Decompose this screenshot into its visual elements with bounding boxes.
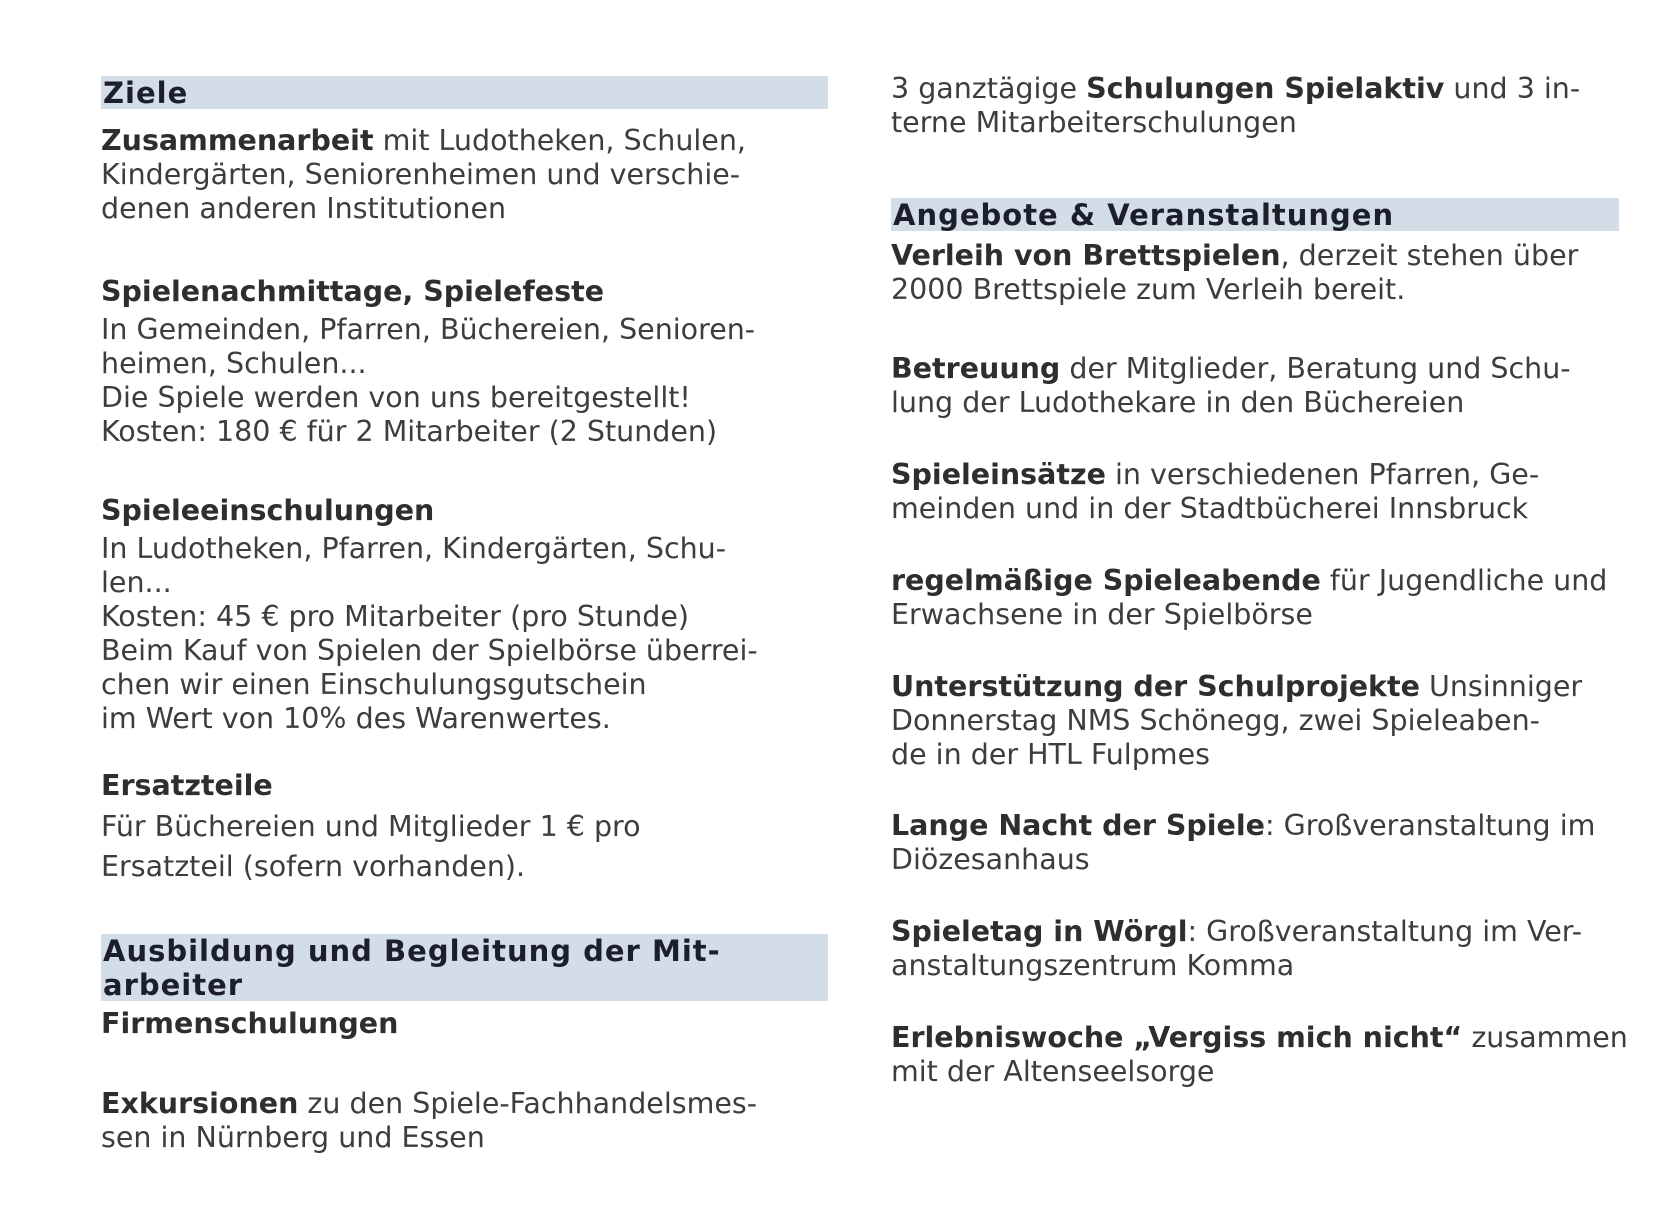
lange-nacht-paragraph: [891, 809, 1619, 877]
heading-ausbildung-line-2: arbeiter: [103, 968, 244, 1002]
ersatzteile-line-2: Ersatzteil (sofern vorhanden).: [101, 850, 526, 883]
verleih-bold: Verleih von Brettspielen: [891, 239, 1281, 272]
schulprojekte-line-1: [891, 670, 1619, 704]
schulungen-post: und 3 in-: [1444, 72, 1581, 105]
spieleeinschulungen-line-2: len...: [101, 566, 172, 599]
heading-ziele: [101, 76, 828, 109]
schulungen-line-2: terne Mitarbeiterschulungen: [891, 106, 1297, 139]
spieleeinschulungen-line-1: In Ludotheken, Pfarren, Kindergärten, Schu-: [101, 532, 727, 565]
heading-angebote: [891, 198, 1619, 231]
spieletag-woergl-rest: : Großveranstaltung im Ver-: [1187, 915, 1582, 948]
heading-ausbildung-line-1: Ausbildung und Begleitung der Mit-: [103, 934, 721, 968]
zusammenarbeit-bold: Zusammenarbeit: [101, 124, 374, 157]
spieleeinschulungen-title: Spieleeinschulungen: [101, 494, 435, 527]
spieletag-woergl-bold: Spieletag in Wörgl: [891, 915, 1188, 948]
spieleinsaetze-line-1: [891, 458, 1619, 492]
spielenachmittage-title: Spielenachmittage, Spielefeste: [101, 275, 605, 308]
spieleinsaetze-rest: in verschiedenen Pfarren, Ge-: [1105, 458, 1540, 491]
spieleinsaetze-paragraph: [891, 458, 1619, 526]
erlebniswoche-line-1: [891, 1021, 1628, 1055]
spieletag-woergl-line-2: anstaltungszentrum Komma: [891, 949, 1295, 982]
lange-nacht-line-1: [891, 809, 1619, 843]
verleih-line-2: 2000 Brettspiele zum Verleih bereit.: [891, 273, 1406, 306]
spieleeinschulungen-line-5: chen wir einen Einschulungsgutschein: [101, 668, 647, 701]
exkursionen-paragraph: [101, 1087, 828, 1155]
spielenachmittage-line-4: Kosten: 180 € für 2 Mitarbeiter (2 Stunden): [101, 415, 718, 448]
betreuung-paragraph: [891, 352, 1619, 420]
betreuung-line-1: [891, 352, 1619, 386]
verleih-rest: , derzeit stehen über: [1280, 239, 1579, 272]
ersatzteile-line-1: Für Büchereien und Mitglieder 1 € pro: [101, 810, 641, 843]
ersatzteile-text: [101, 807, 828, 887]
betreuung-rest: der Mitglieder, Beratung und Schu-: [1060, 352, 1571, 385]
zusammenarbeit-line-3: denen anderen Institutionen: [101, 192, 507, 225]
heading-ziele-text: Ziele: [103, 76, 189, 110]
spielenachmittage-text: [101, 313, 828, 449]
spieleeinschulungen-line-4: Beim Kauf von Spielen der Spielbörse überrei-: [101, 634, 758, 667]
betreuung-bold: Betreuung: [891, 352, 1061, 385]
schulprojekte-line-2: Donnerstag NMS Schönegg, zwei Spieleaben-: [891, 704, 1540, 737]
schulungen-line-1: [891, 72, 1619, 106]
lange-nacht-bold: Lange Nacht der Spiele: [891, 809, 1265, 842]
spielenachmittage-line-2: heimen, Schulen...: [101, 347, 367, 380]
spieleeinschulungen-text: [101, 532, 828, 736]
erlebniswoche-rest: zusammen: [1462, 1021, 1628, 1054]
erlebniswoche-line-2: mit der Altenseelsorge: [891, 1055, 1215, 1088]
spieleabende-line-2: Erwachsene in der Spielbörse: [891, 598, 1313, 631]
spieleinsaetze-line-2: meinden und in der Stadtbücherei Innsbruck: [891, 492, 1529, 525]
spieleinsaetze-bold: Spieleinsätze: [891, 458, 1106, 491]
lange-nacht-line-2: Diözesanhaus: [891, 843, 1090, 876]
heading-ausbildung: [101, 934, 828, 1001]
ersatzteile-title: Ersatzteile: [101, 769, 273, 802]
spieleeinschulungen-line-6: im Wert von 10% des Warenwertes.: [101, 702, 611, 735]
betreuung-line-2: lung der Ludothekare in den Büchereien: [891, 386, 1465, 419]
exkursionen-line-2: sen in Nürnberg und Essen: [101, 1121, 485, 1154]
spieleeinschulungen-line-3: Kosten: 45 € pro Mitarbeiter (pro Stunde): [101, 600, 690, 633]
zusammenarbeit-line-1: [101, 124, 828, 158]
schulprojekte-line-3: de in der HTL Fulpmes: [891, 738, 1210, 771]
schulprojekte-bold: Unterstützung der Schulprojekte: [891, 670, 1420, 703]
spieleabende-line-1: [891, 564, 1619, 598]
schulungen-paragraph: [891, 72, 1619, 140]
zusammenarbeit-rest: mit Ludotheken, Schulen,: [373, 124, 746, 157]
exkursionen-bold: Exkursionen: [101, 1087, 299, 1120]
schulungen-pre: 3 ganztägige: [891, 72, 1087, 105]
verleih-line-1: [891, 239, 1619, 273]
spieleabende-rest: für Jugendliche und: [1320, 564, 1608, 597]
spieletag-woergl-paragraph: [891, 915, 1619, 983]
lange-nacht-rest: : Großveranstaltung im: [1264, 809, 1596, 842]
schulprojekte-paragraph: [891, 670, 1619, 772]
spieleabende-bold: regelmäßige Spieleabende: [891, 564, 1321, 597]
erlebniswoche-paragraph: [891, 1021, 1628, 1089]
heading-angebote-text: Angebote & Veranstaltungen: [893, 198, 1395, 232]
firmenschulungen: Firmenschulungen: [101, 1007, 399, 1040]
exkursionen-line-1: [101, 1087, 828, 1121]
spielenachmittage-line-1: In Gemeinden, Pfarren, Büchereien, Senioren-: [101, 313, 756, 346]
schulprojekte-rest: Unsinniger: [1419, 670, 1583, 703]
spielenachmittage-line-3: Die Spiele werden von uns bereitgestellt!: [101, 381, 691, 414]
erlebniswoche-bold: Erlebniswoche „Vergiss mich nicht“: [891, 1021, 1463, 1054]
verleih-paragraph: [891, 239, 1619, 307]
zusammenarbeit-paragraph: [101, 124, 828, 226]
spieleabende-paragraph: [891, 564, 1619, 632]
spieletag-woergl-line-1: [891, 915, 1619, 949]
exkursionen-rest: zu den Spiele-Fachhandelsmes-: [298, 1087, 758, 1120]
zusammenarbeit-line-2: Kindergärten, Seniorenheimen und verschie-: [101, 158, 741, 191]
schulungen-bold: Schulungen Spielaktiv: [1086, 72, 1445, 105]
